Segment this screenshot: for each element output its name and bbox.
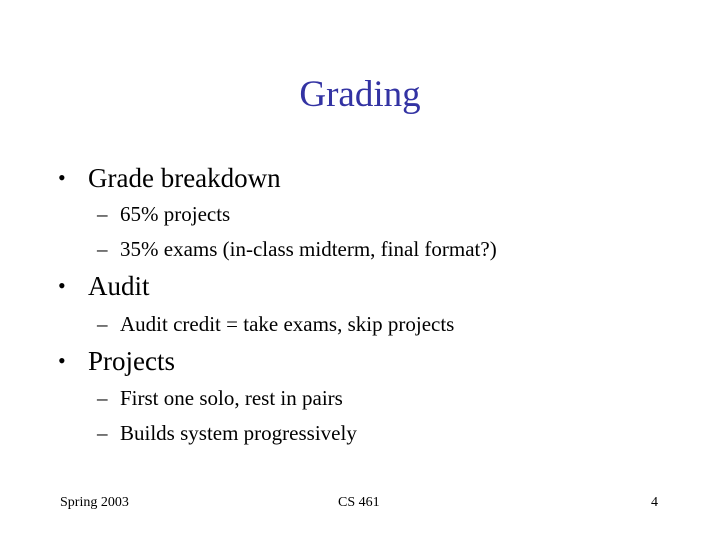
dash-icon: – bbox=[97, 201, 108, 226]
sub-item bbox=[97, 236, 497, 262]
slide-title: Grading bbox=[299, 74, 421, 115]
sub-item-text: 65% projects bbox=[120, 201, 231, 226]
slide-number: 4 bbox=[651, 495, 658, 510]
sub-item bbox=[97, 201, 230, 227]
bullet-icon: • bbox=[58, 165, 66, 190]
footer-date: Spring 2003 bbox=[60, 495, 129, 510]
sub-item-text: 35% exams (in-class midterm, final format?) bbox=[120, 236, 497, 261]
sub-item-text: First one solo, rest in pairs bbox=[120, 385, 343, 410]
sub-item-text: Builds system progressively bbox=[120, 420, 357, 445]
bullet-icon: • bbox=[58, 348, 66, 373]
dash-icon: – bbox=[97, 385, 108, 410]
dash-icon: – bbox=[97, 311, 108, 336]
bullet-item-projects bbox=[58, 345, 175, 377]
footer-course: CS 461 bbox=[338, 495, 380, 510]
dash-icon: – bbox=[97, 236, 108, 261]
bullet-icon: • bbox=[58, 273, 66, 298]
sub-item bbox=[97, 420, 357, 446]
dash-icon: – bbox=[97, 420, 108, 445]
sub-item bbox=[97, 311, 454, 337]
bullet-text: Audit bbox=[88, 270, 150, 301]
bullet-item-grade-breakdown bbox=[58, 162, 281, 194]
sub-item-text: Audit credit = take exams, skip projects bbox=[120, 311, 455, 336]
sub-item bbox=[97, 385, 343, 411]
bullet-item-audit bbox=[58, 270, 150, 302]
bullet-text: Grade breakdown bbox=[88, 162, 281, 193]
bullet-text: Projects bbox=[88, 345, 175, 376]
